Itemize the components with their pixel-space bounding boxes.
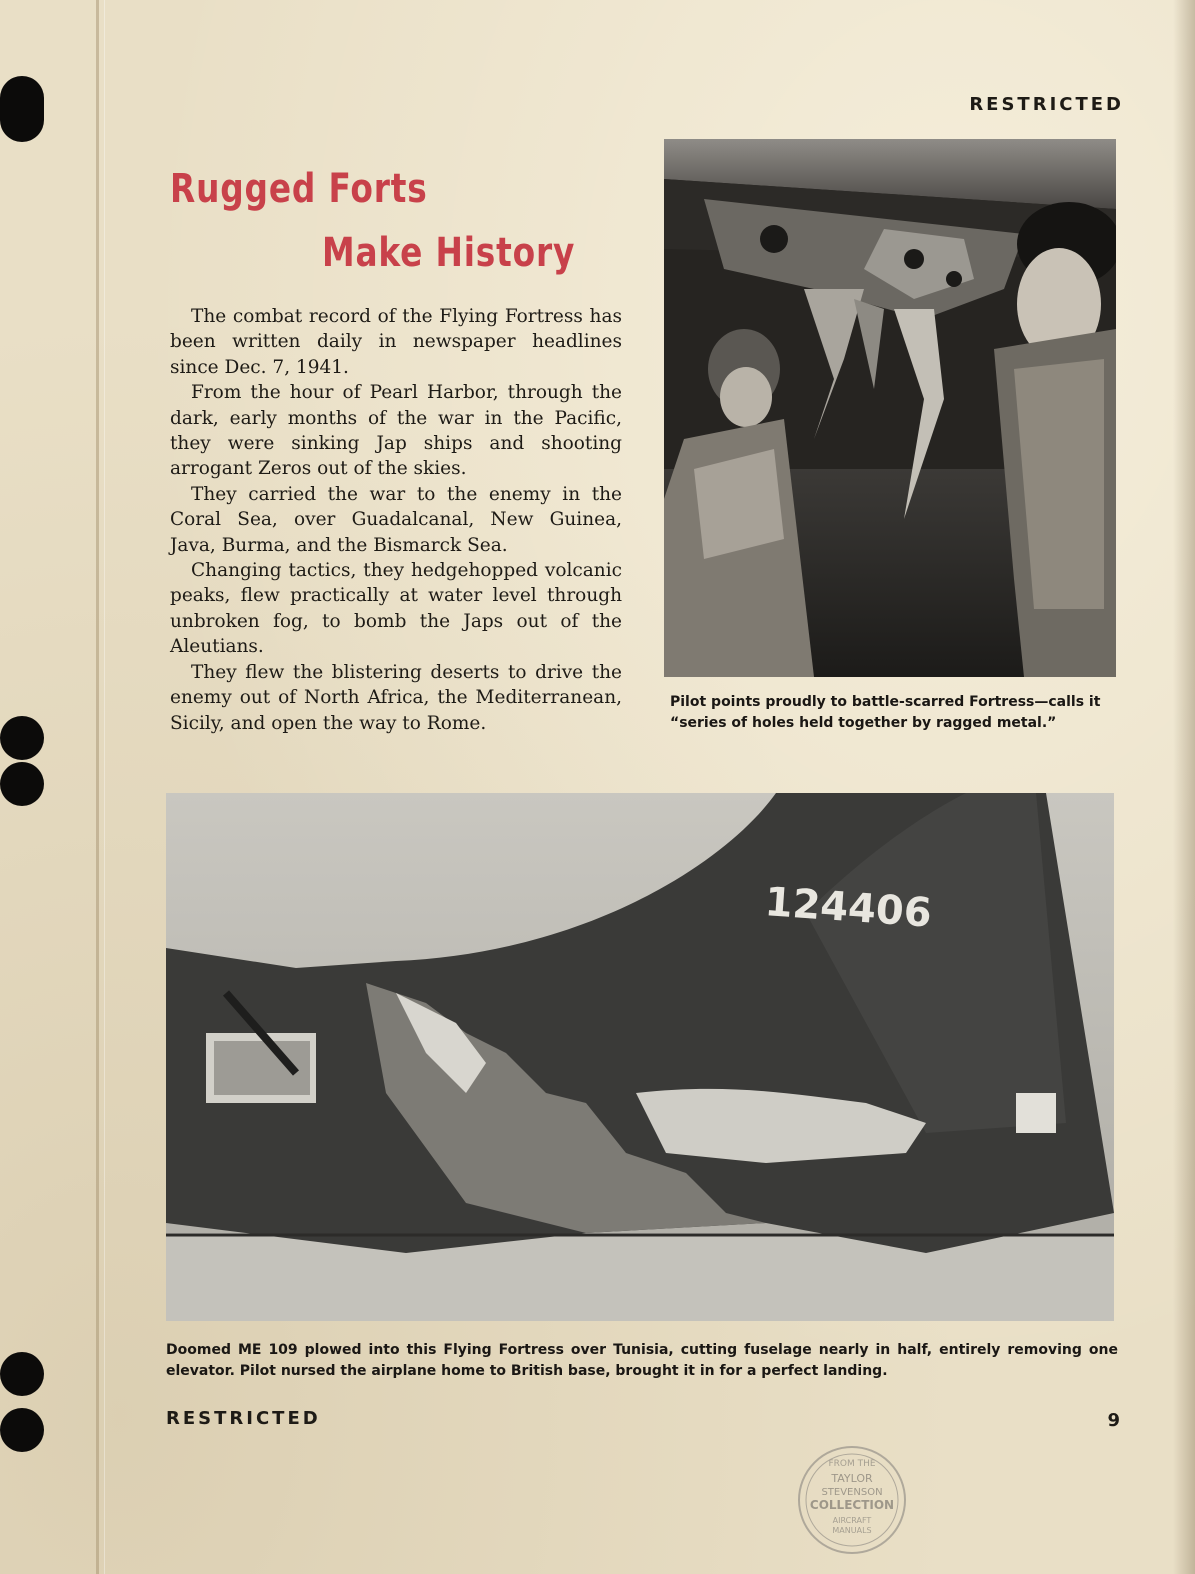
article-paragraph: They carried the war to the enemy in the Coral Sea, over Guadalcanal, New Guinea, Java, Burma, and the Bismarck Sea. bbox=[170, 483, 622, 556]
page-fold-highlight bbox=[104, 0, 105, 1574]
header-classification: RESTRICTED bbox=[969, 94, 1124, 115]
article-title-line1: Rugged Forts bbox=[170, 166, 428, 212]
caption-line: “series of holes held together by ragged metal.” bbox=[670, 715, 1057, 731]
footer-classification: RESTRICTED bbox=[166, 1408, 321, 1429]
pilots-photo-caption bbox=[670, 692, 1126, 734]
tail-number: 124406 bbox=[763, 879, 934, 937]
damaged-fortress-photo bbox=[166, 793, 1114, 1321]
binder-hole bbox=[0, 76, 44, 142]
page-number: 9 bbox=[1107, 1410, 1120, 1431]
stamp-text: TAYLOR bbox=[831, 1472, 873, 1485]
page-fold-line bbox=[96, 0, 99, 1574]
article-paragraph: Changing tactics, they hedgehopped volcanic peaks, flew practically at water level through unbroken fog, to bomb the Japs out of the Aleutians. bbox=[170, 560, 622, 658]
damaged-fortress-caption: Doomed ME 109 plowed into this Flying Fortress over Tunisia, cutting fuselage nearly in half, entirely removing one elevator. Pilot nursed the airplane home to British base, brought it in for a perfect landing. bbox=[166, 1342, 1118, 1379]
article-body bbox=[170, 304, 622, 736]
page-edge-shadow bbox=[1173, 0, 1195, 1574]
caption-line: Pilot points proudly to battle-scarred Fortress—calls it bbox=[670, 694, 1101, 710]
collection-stamp bbox=[796, 1444, 908, 1556]
stamp-text: MANUALS bbox=[832, 1526, 872, 1535]
binder-hole bbox=[0, 716, 44, 760]
stamp-text: AIRCRAFT bbox=[832, 1516, 872, 1525]
article-paragraph: From the hour of Pearl Harbor, through the dark, early months of the war in the Pacific, they were sinking Jap ships and shooting arrogant Zeros out of the skies. bbox=[170, 382, 622, 480]
article-paragraph: The combat record of the Flying Fortress has been written daily in newspaper headlines since Dec. 7, 1941. bbox=[170, 306, 622, 378]
binder-hole bbox=[0, 1352, 44, 1396]
stamp-text: STEVENSON bbox=[821, 1487, 883, 1498]
binder-hole bbox=[0, 1408, 44, 1452]
pilots-photo bbox=[664, 139, 1116, 677]
article-title-line2: Make History bbox=[322, 230, 576, 276]
stamp-text: FROM THE bbox=[828, 1459, 876, 1469]
article-paragraph: They flew the blistering deserts to drive the enemy out of North Africa, the Mediterranean, Sicily, and open the way to Rome. bbox=[170, 661, 622, 734]
stamp-text: COLLECTION bbox=[809, 1498, 895, 1512]
binder-hole bbox=[0, 762, 44, 806]
